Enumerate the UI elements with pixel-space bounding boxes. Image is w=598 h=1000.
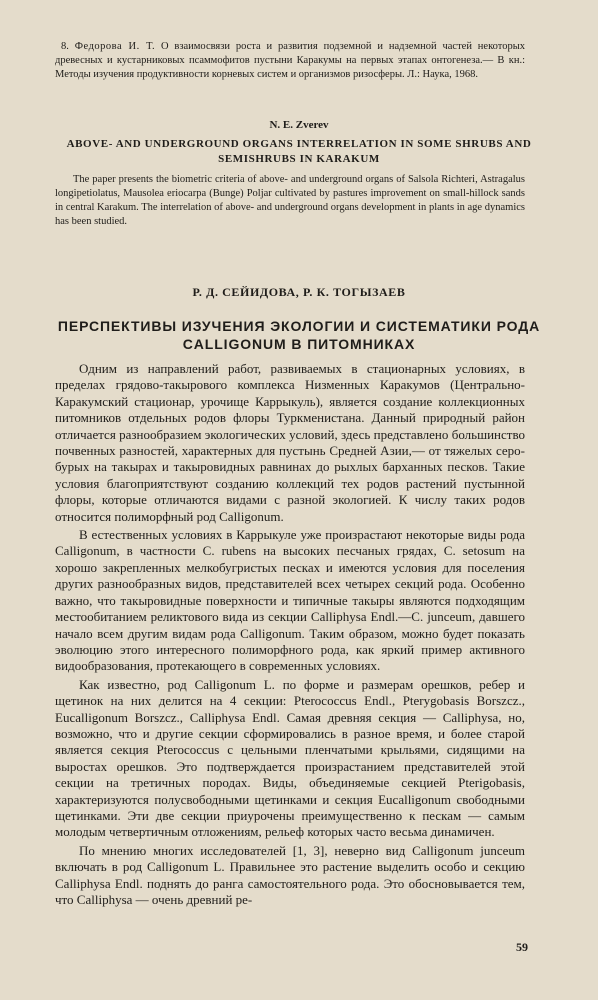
english-summary-abstract: The paper presents the biometric criteria of above- and underground organs of Salsola Richteri, Astragalus longipetiolatus, Mausolea eriocarpa (Bunge) Poljar cultivated by pastures improvement on small-hillock sands in central Karakum. The interrelation of above- and underground organs development in plants in age dynamics has been studied. xyxy=(55,174,525,227)
reference-number: 8. xyxy=(61,41,69,52)
article-title: ПЕРСПЕКТИВЫ ИЗУЧЕНИЯ ЭКОЛОГИИ И СИСТЕМАТИКИ РОДА CALLIGONUM В ПИТОМНИКАХ xyxy=(57,318,541,352)
article-paragraph: По мнению многих исследователей [1, 3], неверно вид Calligonum junceum включать в род Calligonum L. Правильнее это растение выделить особо и секцию Calliphysa Endl. поднять до ранга самостоятельного рода. Это обосновывается тем, что Calliphysa — очень древний ре- xyxy=(55,842,525,907)
reference-entry xyxy=(55,40,525,82)
article-paragraph: Как известно, род Calligonum L. по форме и размерам орешков, ребер и щетинок на них делится на 4 секции: Pterococcus Endl., Pterygobasis Borszcz., Eucalligonum Borszcz., Calliphysa Endl. Самая древняя секция — Calliphysa, но, возможно, что и другие секции сформировались в разное время, и более старой является секция Pterococcus с цельными пленчатыми крыльями, сидящими на выростах орешков. Это подтверждается произрастанием представителей этой секции на третичных породах. Виды, объединяемые секцией Pterigobasis, характеризуются полусвободными щетинками и секция Eucalligonum свободными щетинками. Эти две секции приурочены преимущественно к пескам — самым молодым четвертичным отложениям, рельеф которых часто весьма динамичен. xyxy=(55,676,525,840)
page-number: 59 xyxy=(516,940,528,954)
english-summary-author: N. E. Zverev xyxy=(269,119,329,131)
article-paragraph: В естественных условиях в Каррыкуле уже произрастают некоторые виды рода Calligonum, в частности C. rubens на высоких песчаных грядах, C. setosum на хорошо закрепленных мелкобугристых песках и имеются условия для поселения других разнообразных видов, представителей всех четырех секций рода. Особенно важно, что такыровидные поверхности и типичные такыры являются подходящим местообитанием реликтового вида из секции Calliphysa Endl.—C. junceum, давшего начало всем другим видам рода Calligonum. Таким образом, можно будет показать эволюцию этого интересного полиморфного рода, как яркий пример активного видообразования, протекающего в современных условиях. xyxy=(55,527,525,674)
english-summary-title: ABOVE- AND UNDERGROUND ORGANS INTERRELATION IN SOME SHRUBS AND SEMISHRUBS IN KARAKUM xyxy=(66,138,532,165)
reference-author: Федорова И. Т. xyxy=(74,41,156,52)
reference-text: О взаимосвязи роста и развития подземной и надземной частей некоторых древесных и кустарниковых псаммофитов пустыни Каракумы на первых этапах онтогенеза.— В кн.: Методы изучения продуктивности корневых систем и организмов ризосферы. Л.: Наука, 1968. xyxy=(55,41,526,80)
article-paragraph: Одним из направлений работ, развиваемых в стационарных условиях, в пределах грядово-такырового комплекса Низменных Каракумов (Центрально-Каракумский стационар, урочище Каррыкуль), является создание коллекционных питомников отдельных родов флоры Туркменистана. Данный природный район отличается разнообразием экологических условий, здесь представлено большинство почвенных разностей, характерных для пустынь Средней Азии,— от тяжелых серо-бурых на такырах и такыровидных равнинах до рыхлых барханных песков. Такие условия благоприятствуют созданию коллекций тех родов растений пустынной флоры, которые отличаются видами с разной экологией. К числу таких родов относится полиморфный род Calligonum. xyxy=(55,361,525,524)
article-body xyxy=(55,361,525,908)
article-authors: Р. Д. СЕЙИДОВА, Р. К. ТОГЫЗАЕВ xyxy=(192,285,406,299)
